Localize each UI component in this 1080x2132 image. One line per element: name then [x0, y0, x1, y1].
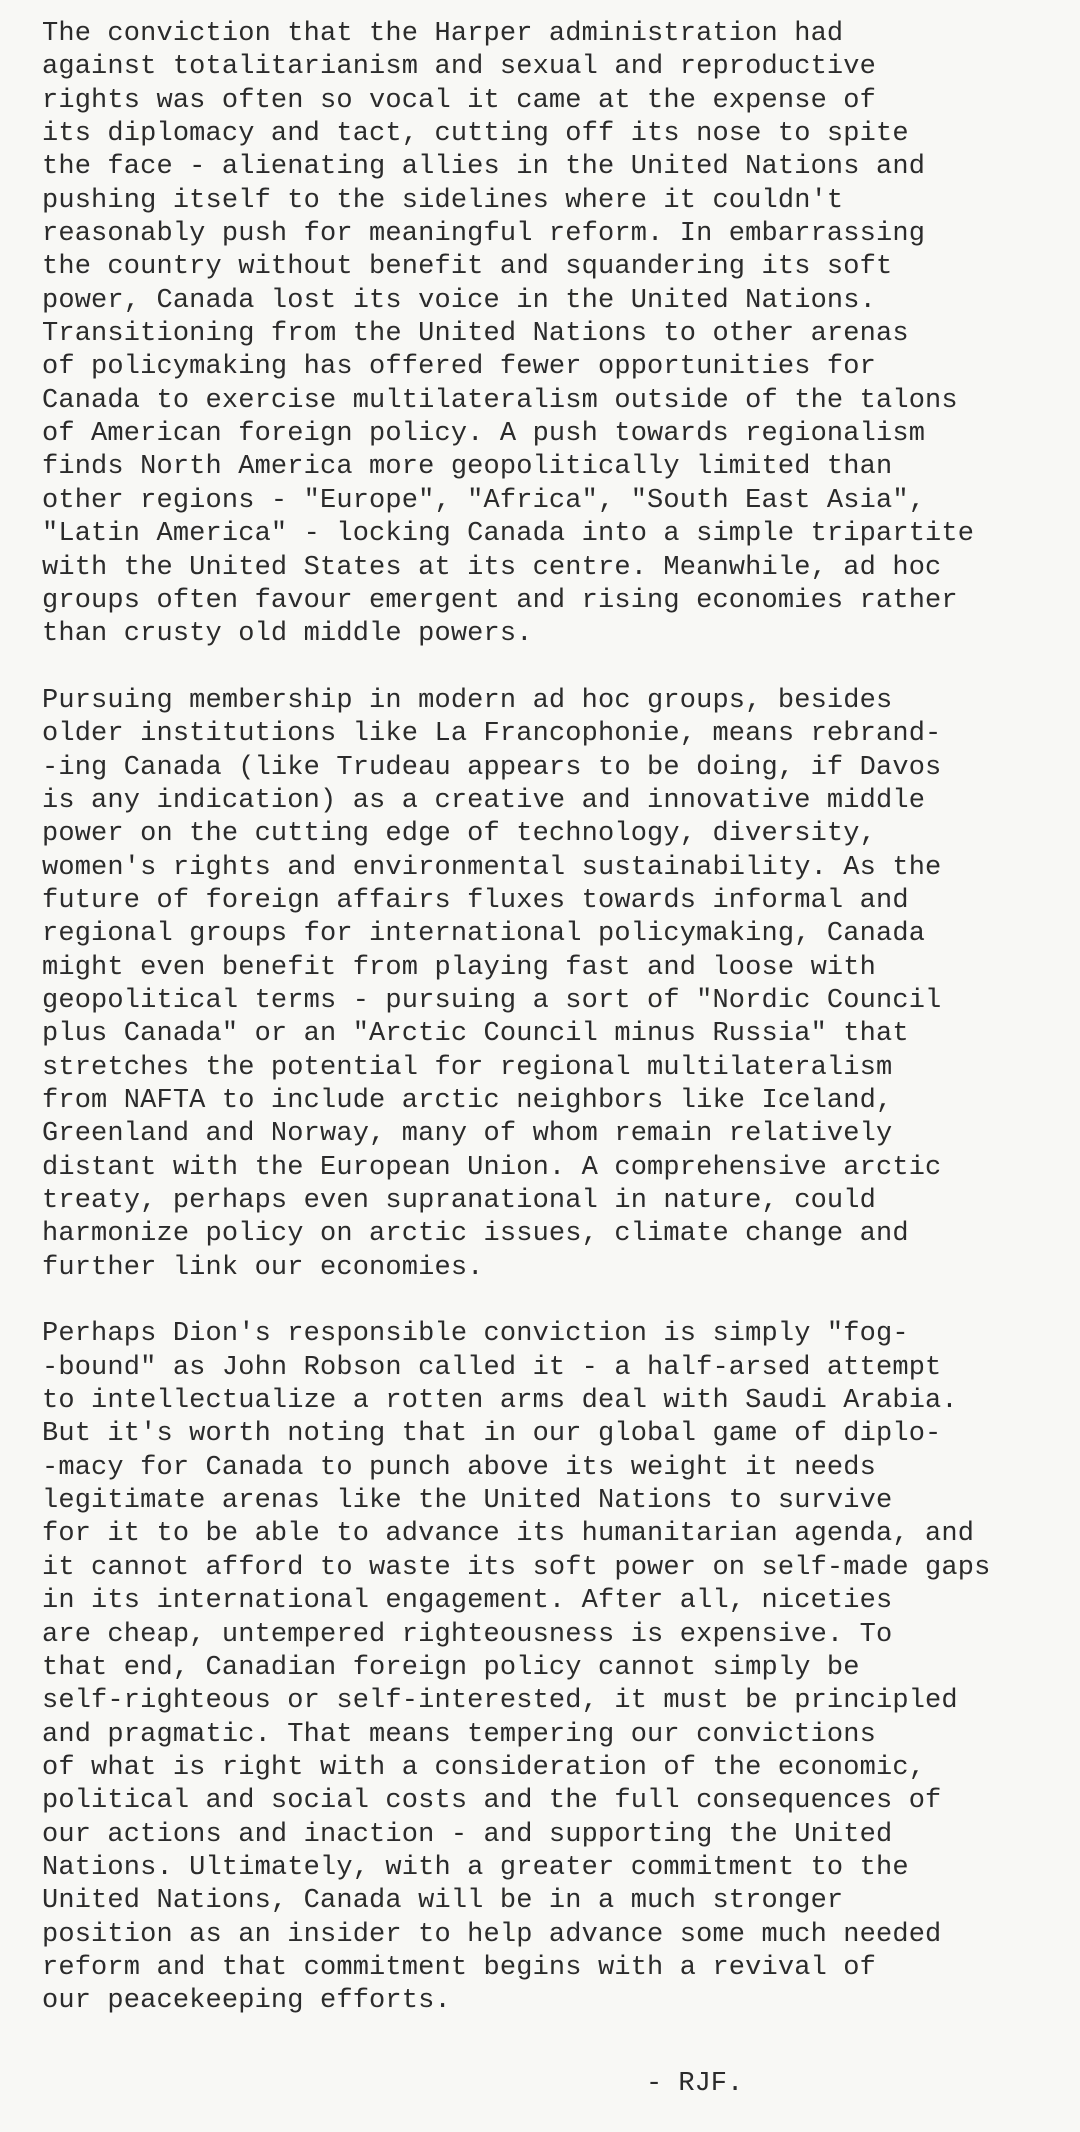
text-line: -macy for Canada to punch above its weight it needs [42, 1452, 876, 1483]
text-line: is any indication) as a creative and innovative middle [42, 785, 926, 816]
text-line: from NAFTA to include arctic neighbors like Iceland, [42, 1086, 893, 1116]
text-line: of American foreign policy. A push towards regionalism [42, 419, 926, 450]
text-line: finds North America more geopolitically limited than [42, 452, 893, 483]
text-line: further link our economies. [42, 1252, 484, 1283]
text-line: it cannot afford to waste its soft power on self-made gaps [42, 1552, 991, 1583]
text-line: United Nations, Canada will be in a much stronger [42, 1886, 844, 1917]
text-line: in its international engagement. After all, niceties [42, 1586, 893, 1617]
text-line: Nations. Ultimately, with a greater commitment to the [42, 1852, 909, 1883]
paragraph-ad-hoc-groups [42, 685, 1062, 1285]
text-line: to intellectualize a rotten arms deal with Saudi Arabia. [42, 1386, 958, 1417]
text-line: the face - alienating allies in the United Nations and [42, 152, 926, 183]
text-line: that end, Canadian foreign policy cannot simply be [42, 1652, 860, 1683]
text-line: our actions and inaction - and supporting the United [42, 1819, 893, 1850]
text-line: stretches the potential for regional multilateralism [42, 1052, 893, 1083]
text-line: self-righteous or self-interested, it must be principled [42, 1686, 958, 1717]
text-line: plus Canada" or an "Arctic Council minus Russia" that [42, 1019, 909, 1050]
text-line: Perhaps Dion's responsible conviction is simply "fog- [42, 1319, 909, 1350]
text-line: distant with the European Union. A comprehensive arctic [42, 1152, 942, 1183]
text-line: -bound" as John Robson called it - a half-arsed attempt [42, 1352, 942, 1383]
paragraph-dion-conviction [42, 1318, 1062, 2018]
text-line: geopolitical terms - pursuing a sort of "Nordic Council [42, 985, 942, 1016]
text-line: power, Canada lost its voice in the United Nations. [42, 285, 876, 316]
text-line: are cheap, untempered righteousness is expensive. To [42, 1619, 893, 1650]
text-line: reasonably push for meaningful reform. In embarrassing [42, 219, 926, 250]
text-line: Greenland and Norway, many of whom remain relatively [42, 1119, 893, 1150]
text-line: might even benefit from playing fast and loose with [42, 952, 876, 983]
document-body [42, 18, 1062, 2019]
text-line: "Latin America" - locking Canada into a simple tripartite [42, 519, 975, 550]
author-signature: - RJF. [646, 2069, 744, 2099]
text-line: the country without benefit and squandering its soft [42, 252, 893, 283]
text-line: other regions - "Europe", "Africa", "South East Asia", [42, 485, 926, 516]
text-line: regional groups for international policymaking, Canada [42, 919, 926, 950]
text-line: women's rights and environmental sustainability. As the [42, 852, 942, 883]
text-line: groups often favour emergent and rising economies rather [42, 585, 958, 616]
text-line: its diplomacy and tact, cutting off its nose to spite [42, 119, 909, 150]
text-line: The conviction that the Harper administration had [42, 19, 844, 49]
text-line: and pragmatic. That means tempering our convictions [42, 1719, 876, 1750]
text-line: our peacekeeping efforts. [42, 1986, 451, 2017]
text-line: Canada to exercise multilateralism outside of the talons [42, 385, 958, 416]
text-line: future of foreign affairs fluxes towards informal and [42, 885, 909, 916]
text-line: for it to be able to advance its humanitarian agenda, and [42, 1519, 975, 1550]
text-line: legitimate arenas like the United Nations to survive [42, 1486, 893, 1517]
text-line: power on the cutting edge of technology, diversity, [42, 819, 876, 850]
text-line: harmonize policy on arctic issues, climate change and [42, 1219, 909, 1250]
paragraph-harper-un [42, 18, 1062, 652]
text-line: position as an insider to help advance some much needed [42, 1919, 942, 1950]
text-line: political and social costs and the full consequences of [42, 1786, 942, 1817]
text-line: Transitioning from the United Nations to other arenas [42, 319, 909, 350]
text-line: of what is right with a consideration of the economic, [42, 1752, 926, 1783]
text-line: against totalitarianism and sexual and reproductive [42, 52, 876, 83]
text-line: than crusty old middle powers. [42, 619, 533, 650]
text-line: treaty, perhaps even supranational in nature, could [42, 1186, 876, 1217]
text-line: Pursuing membership in modern ad hoc groups, besides [42, 685, 893, 716]
text-line: But it's worth noting that in our global game of diplo- [42, 1419, 942, 1450]
text-line: reform and that commitment begins with a revival of [42, 1952, 876, 1983]
text-line: older institutions like La Francophonie, means rebrand- [42, 719, 942, 750]
text-line: with the United States at its centre. Meanwhile, ad hoc [42, 552, 942, 583]
text-line: -ing Canada (like Trudeau appears to be doing, if Davos [42, 752, 942, 783]
text-line: rights was often so vocal it came at the expense of [42, 85, 876, 116]
text-line: pushing itself to the sidelines where it couldn't [42, 185, 844, 216]
text-line: of policymaking has offered fewer opportunities for [42, 352, 876, 383]
